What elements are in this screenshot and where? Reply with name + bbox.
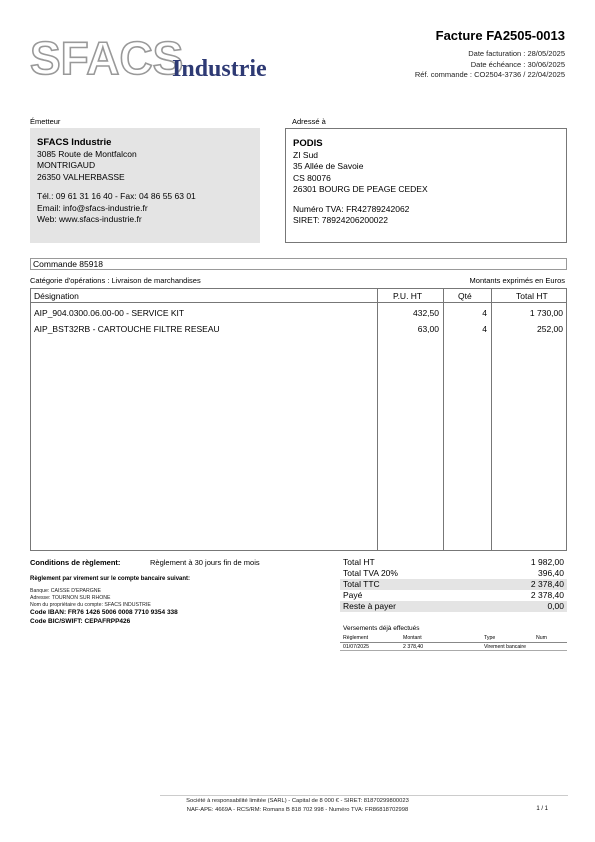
total-label: Total TTC [343, 579, 380, 589]
sender-address-line: 26350 VALHERBASSE [37, 171, 125, 182]
recipient-label: Adressé à [292, 117, 326, 126]
payments-header: Règlement [343, 635, 369, 641]
header-total: Total HT [516, 291, 548, 301]
footer [0, 797, 595, 814]
total-value: 0,00 [547, 601, 564, 611]
page-number: 1 / 1 [536, 806, 548, 812]
sender-tel: Tél.: 09 61 31 16 40 - Fax: 04 86 55 63 01 [37, 191, 196, 201]
recipient-address-line: CS 80076 [293, 172, 331, 183]
total-ttc-row [340, 579, 567, 590]
row-pu: 432,50 [413, 308, 439, 318]
row-qte: 4 [482, 324, 487, 334]
total-label: Reste à payer [343, 601, 396, 611]
column-divider [491, 289, 492, 550]
date-facturation: Date facturation : 28/05/2025 [468, 49, 565, 58]
sender-email: Email: info@sfacs-industrie.fr [37, 202, 148, 213]
sender-box [30, 128, 260, 243]
bank-iban: Code IBAN: FR76 1426 5006 0008 7710 9354 338 [30, 609, 178, 616]
total-value: 2 378,40 [530, 579, 564, 589]
footer-line: NAF-APE: 4669A - RCS/RM: Romans B 818 702 998 - Numéro TVA: FR86818702998 [186, 806, 409, 813]
row-total: 252,00 [537, 324, 563, 334]
row-designation: AIP_904.0300.06.00-00 - SERVICE KIT [34, 308, 185, 318]
sender-label: Émetteur [30, 117, 61, 126]
recipient-tva: Numéro TVA: FR42789242062 [293, 203, 410, 214]
bank-bic: Code BIC/SWIFT: CEPAFRPP426 [30, 618, 131, 625]
items-table [30, 288, 567, 551]
row-total: 1 730,00 [529, 308, 563, 318]
column-divider [443, 289, 444, 550]
header-divider [31, 302, 566, 303]
operation-category: Catégorie d'opérations : Livraison de marchandises [30, 276, 201, 285]
footer-divider [160, 795, 568, 796]
company-logo [30, 34, 290, 84]
payments-header: Montant [403, 635, 422, 641]
payments-title: Versements déjà effectués [343, 625, 420, 632]
row-pu: 63,00 [417, 324, 439, 334]
sender-web: Web: www.sfacs-industrie.fr [37, 214, 142, 224]
total-label: Total TVA 20% [343, 568, 398, 578]
recipient-name: PODIS [293, 138, 323, 149]
order-number: Commande 85918 [30, 258, 567, 270]
remaining-row [340, 601, 567, 612]
bank-name: Banque: CAISSE D'EPARGNE [30, 588, 101, 594]
category-row [30, 276, 567, 285]
header-qte: Qté [458, 291, 472, 301]
header-pu: P.U. HT [393, 291, 423, 301]
payment-type: Virement bancaire [484, 644, 527, 650]
payment-date: 01/07/2025 [343, 644, 369, 650]
row-designation: AIP_BST32RB - CARTOUCHE FILTRE RESEAU [34, 324, 220, 334]
invoice-meta [415, 49, 565, 81]
ref-commande: Réf. commande : CO2504-3736 / 22/04/2025 [414, 70, 565, 79]
recipient-box [285, 128, 567, 243]
sender-name: SFACS Industrie [37, 137, 112, 148]
total-ht-row [340, 557, 567, 568]
total-value: 396,40 [538, 568, 564, 578]
total-label: Payé [343, 590, 363, 600]
logo-subtext: Industrie [172, 56, 267, 82]
currency-note: Montants exprimés en Euros [469, 276, 565, 285]
paid-row [340, 590, 567, 601]
payments-header: Num [536, 635, 547, 641]
total-label: Total HT [343, 557, 375, 567]
sender-address-line: 3085 Route de Montfalcon [37, 148, 137, 159]
recipient-address-line: ZI Sud [293, 149, 319, 160]
logo-text: SFACS [30, 34, 184, 84]
bank-address: Adresse: TOURNON SUR RHONE [30, 595, 111, 601]
total-value: 2 378,40 [530, 590, 564, 600]
total-tva-row [340, 568, 567, 579]
total-value: 1 982,00 [530, 557, 564, 567]
conditions-label: Conditions de règlement: [30, 558, 121, 567]
date-echeance: Date échéance : 30/06/2025 [470, 59, 565, 69]
row-qte: 4 [482, 308, 487, 318]
column-divider [377, 289, 378, 550]
payment-amount: 2 378,40 [403, 644, 424, 650]
recipient-address-line: 26301 BOURG DE PEAGE CEDEX [293, 184, 428, 194]
bank-owner: Nom du propriétaire du compte: SFACS INDUSTRIE [30, 602, 151, 608]
bank-title: Règlement par virement sur le compte bancaire suivant: [30, 576, 191, 582]
payments-header: Type [484, 635, 496, 641]
recipient-address-line: 35 Allée de Savoie [293, 161, 364, 171]
conditions-value: Règlement à 30 jours fin de mois [150, 558, 260, 567]
header-designation: Désignation [34, 291, 79, 301]
invoice-title: Facture FA2505-0013 [435, 28, 565, 43]
footer-line: Société à responsabilité limitée (SARL) - Capital de 8 000 € - SIRET: 81870299800023 [186, 798, 409, 804]
recipient-siret: SIRET: 78924206200022 [293, 215, 388, 225]
sender-address-line: MONTRIGAUD [37, 160, 96, 170]
